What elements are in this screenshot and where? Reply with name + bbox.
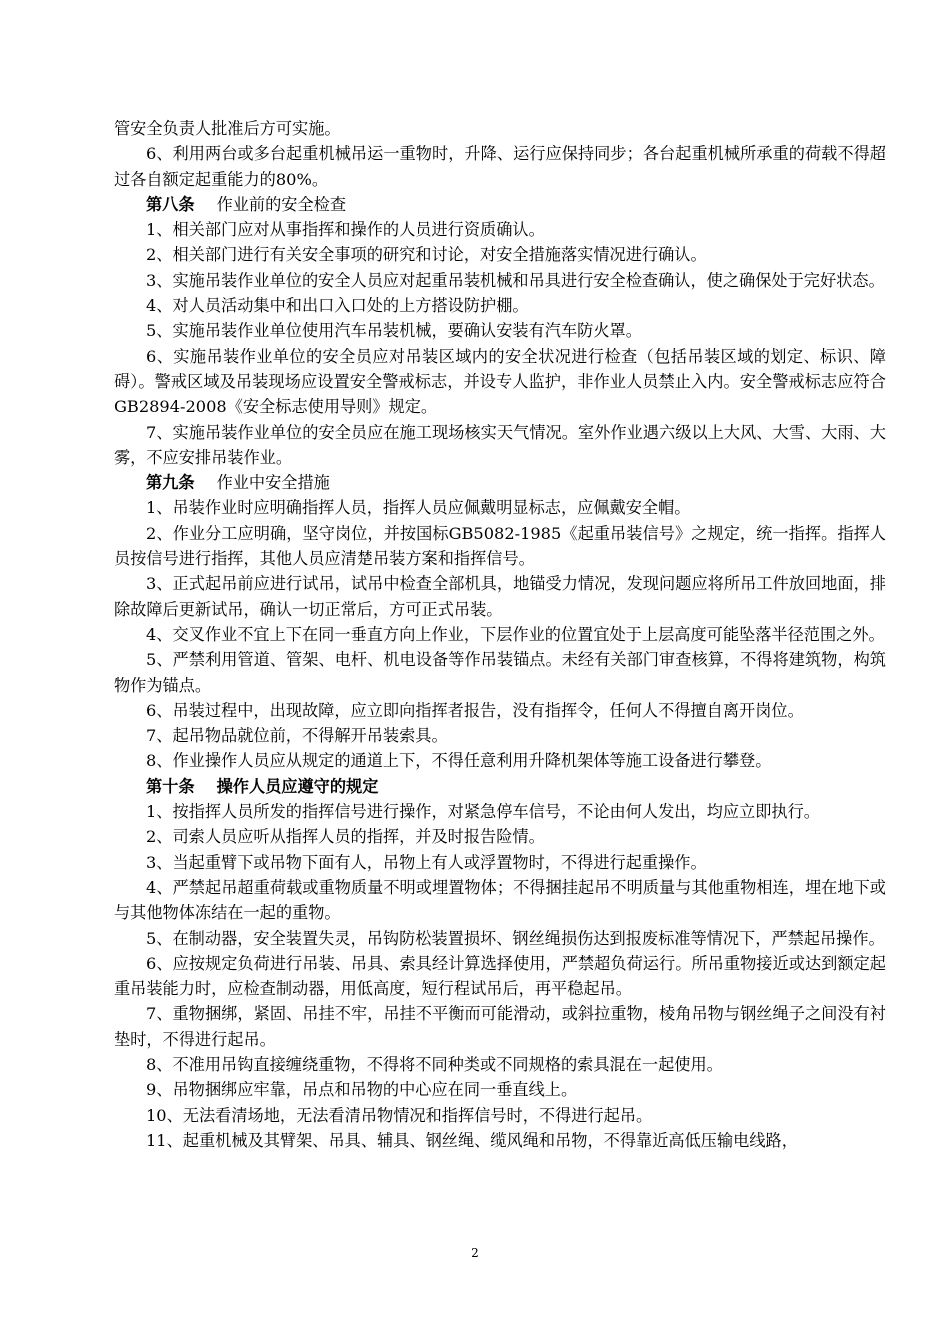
- article-title: 作业中安全措施: [216, 473, 330, 493]
- paragraph: 8、不准用吊钩直接缠绕重物，不得将不同种类或不同规格的索具混在一起使用。: [146, 1054, 723, 1074]
- paragraph: 9、吊物捆绑应牢靠，吊点和吊物的中心应在同一垂直线上。: [146, 1080, 578, 1100]
- paragraph: 4、严禁起吊超重荷载或重物质量不明或埋置物体；不得捆挂起吊不明质量与其他重物相连，埋在地下或与其他物体冻结在一起的重物。: [114, 877, 886, 923]
- paragraph: 6、利用两台或多台起重机械吊运一重物时，升降、运行应保持同步；各台起重机械所承重的荷载不得超过各自额定起重能力的80%。: [114, 144, 886, 189]
- paragraph: 4、交叉作业不宜上下在同一垂直方向上作业，下层作业的位置宜处于上层高度可能坠落半径范围之外。: [146, 624, 885, 644]
- paragraph: 5、在制动器，安全装置失灵，吊钩防松装置损坏、钢丝绳损伤达到报废标准等情况下，严禁起吊操作。: [146, 928, 885, 948]
- article-number: 第八条: [146, 194, 195, 214]
- article-heading: [114, 192, 886, 217]
- paragraph: 5、实施吊装作业单位使用汽车吊装机械，要确认安装有汽车防火罩。: [146, 321, 642, 341]
- paragraph: 2、司索人员应听从指挥人员的指挥，并及时报告险情。: [146, 827, 545, 847]
- paragraph: 11、起重机械及其臂架、吊具、辅具、钢丝绳、缆风绳和吊物，不得靠近高低压输电线路，: [146, 1130, 798, 1150]
- article-number: 第九条: [146, 473, 195, 493]
- paragraph: 4、对人员活动集中和出口入口处的上方搭设防护棚。: [146, 296, 529, 316]
- paragraph: 1、相关部门应对从事指挥和操作的人员进行资质确认。: [146, 220, 545, 240]
- paragraph: 1、吊装作业时应明确指挥人员，指挥人员应佩戴明显标志，应佩戴安全帽。: [146, 498, 691, 518]
- paragraph: 8、作业操作人员应从规定的通道上下，不得任意利用升降机架体等施工设备进行攀登。: [146, 751, 772, 771]
- paragraph: 7、重物捆绑，紧固、吊挂不牢，吊挂不平衡而可能滑动，或斜拉重物，棱角吊物与钢丝绳子之间没有衬垫时，不得进行起吊。: [114, 1004, 886, 1049]
- document-body: [114, 116, 886, 1153]
- paragraph: 管安全负责人批准后方可实施。: [114, 119, 341, 138]
- paragraph: 3、当起重臂下或吊物下面有人，吊物上有人或浮置物时，不得进行起重操作。: [146, 852, 707, 872]
- paragraph: 7、起吊物品就位前，不得解开吊装索具。: [146, 726, 448, 746]
- paragraph: 6、实施吊装作业单位的安全员应对吊装区域内的安全状况进行检查（包括吊装区域的划定、标识、障碍）。警戒区域及吊装现场应设置安全警戒标志，并设专人监护，非作业人员禁止入内。安全警戒标志应符合GB2894-2008《安全标志使用导则》规定。: [114, 346, 886, 417]
- article-title: 操作人员应遵守的规定: [216, 776, 379, 796]
- paragraph: 6、吊装过程中，出现故障，应立即向指挥者报告，没有指挥令，任何人不得擅自离开岗位。: [146, 700, 804, 720]
- paragraph: 10、无法看清场地，无法看清吊物情况和指挥信号时，不得进行起吊。: [146, 1105, 653, 1125]
- paragraph: 7、实施吊装作业单位的安全员应在施工现场核实天气情况。室外作业遇六级以上大风、大雪、大雨、大雾，不应安排吊装作业。: [114, 422, 886, 467]
- paragraph: 2、相关部门进行有关安全事项的研究和讨论，对安全措施落实情况进行确认。: [146, 245, 707, 265]
- paragraph: 2、作业分工应明确，坚守岗位，并按国标GB5082-1985《起重吊装信号》之规定，统一指挥。指挥人员按信号进行指挥，其他人员应清楚吊装方案和指挥信号。: [114, 523, 886, 569]
- paragraph: 6、应按规定负荷进行吊装、吊具、索具经计算选择使用，严禁超负荷运行。所吊重物接近或达到额定起重吊装能力时，应检查制动器，用低高度，短行程试吊后，再平稳起吊。: [114, 953, 886, 999]
- article-number: 第十条: [146, 776, 195, 796]
- paragraph: 3、正式起吊前应进行试吊，试吊中检查全部机具，地锚受力情况，发现问题应将所吊工件放回地面，排除故障后更新试吊，确认一切正常后，方可正式吊装。: [114, 574, 886, 619]
- article-title: 作业前的安全检查: [216, 194, 347, 214]
- paragraph: 1、按指挥人员所发的指挥信号进行操作，对紧急停车信号，不论由何人发出，均应立即执行。: [146, 802, 820, 822]
- paragraph: 3、实施吊装作业单位的安全人员应对起重吊装机械和吊具进行安全检查确认，使之确保处于完好状态。: [146, 270, 885, 290]
- article-heading: [114, 774, 886, 799]
- paragraph: 5、严禁利用管道、管架、电杆、机电设备等作吊装锚点。未经有关部门审查核算，不得将建筑物，构筑物作为锚点。: [114, 650, 886, 695]
- article-heading: [114, 470, 886, 495]
- page-number: 2: [471, 1246, 479, 1260]
